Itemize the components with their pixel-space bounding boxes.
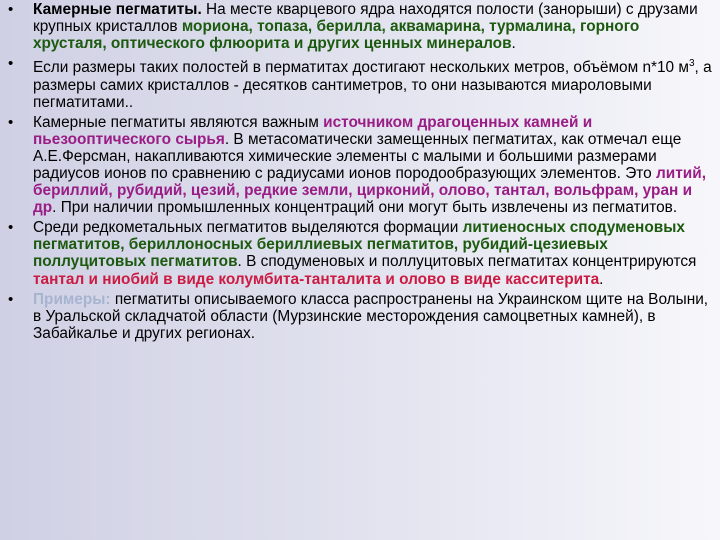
text-run: . В метасоматически замещенных пегматитах, как отмечал еще А.Е.Ферсман, накапливаются химические элементы с малыми и большими размерами радиусов ионов по сравнению с радиусами ионов породообразующих элементов. Это [33,130,682,182]
highlight-run: литиеносных сподуменовых пегматитов, бериллоносных бериллиевых пегматитов, рубидий-цезиевых поллуцитовых пегматитов [33,219,685,271]
bullet-marker: • [8,290,14,308]
bullet-marker: • [8,55,14,73]
bullet-marker: • [8,219,14,237]
highlight-run: мориона, топаза, берилла, аквамарина, турмалина, горного хрусталя, оптического флюорита и других ценных минералов [33,18,640,53]
text-run: . [599,270,604,288]
highlight-run: источником драгоценных камней и пьезооптического сырья [33,113,593,148]
text-run: , а размеры самих кристаллов - десятков сантиметров, то они называются миароловыми пегматитами.. [33,59,712,111]
bullet-item [8,219,714,287]
text-run: Если размеры таких полостей в перматитах достигают нескольких метров, объёмом n*10 м [33,59,689,77]
examples-label: Примеры: [33,290,111,308]
bullet-list [8,1,714,345]
superscript: 3 [688,58,695,70]
bullet-marker: • [8,1,14,18]
bullet-item [8,291,714,342]
bullet-marker: • [8,113,14,131]
bullet-item [8,1,714,52]
text-run: . При наличии промышленных концентраций они могут быть извлечены из пегматитов. [52,199,678,217]
highlight-run: тантал и ниобий в виде колумбита-танталита и олово в виде касситерита [33,270,600,288]
text-run: . [511,35,516,53]
text-run: Камерные пегматиты являются важным [33,113,324,131]
bullet-item [8,55,714,110]
text-run: . В сподуменовых и поллуцитовых пегматитах концентрируются [237,253,697,271]
text-run: Камерные пегматиты. [33,1,202,18]
text-run: Среди редкометальных пегматитов выделяются формации [33,219,463,237]
bullet-item [8,114,714,217]
highlight-run: литий, бериллий, рубидий, цезий, редкие земли, цирконий, олово, тантал, вольфрам, уран и др [33,164,706,217]
text-run: пегматиты описываемого класса распространены на Украинском щите на Волыни, в Уральской складчатой области (Мурзинские месторождения самоцветных камней), в Забайкалье и других регионах. [33,290,709,342]
text-run: На месте кварцевого ядра находятся полости (занорыши) с друзами крупных кристаллов [33,1,698,36]
